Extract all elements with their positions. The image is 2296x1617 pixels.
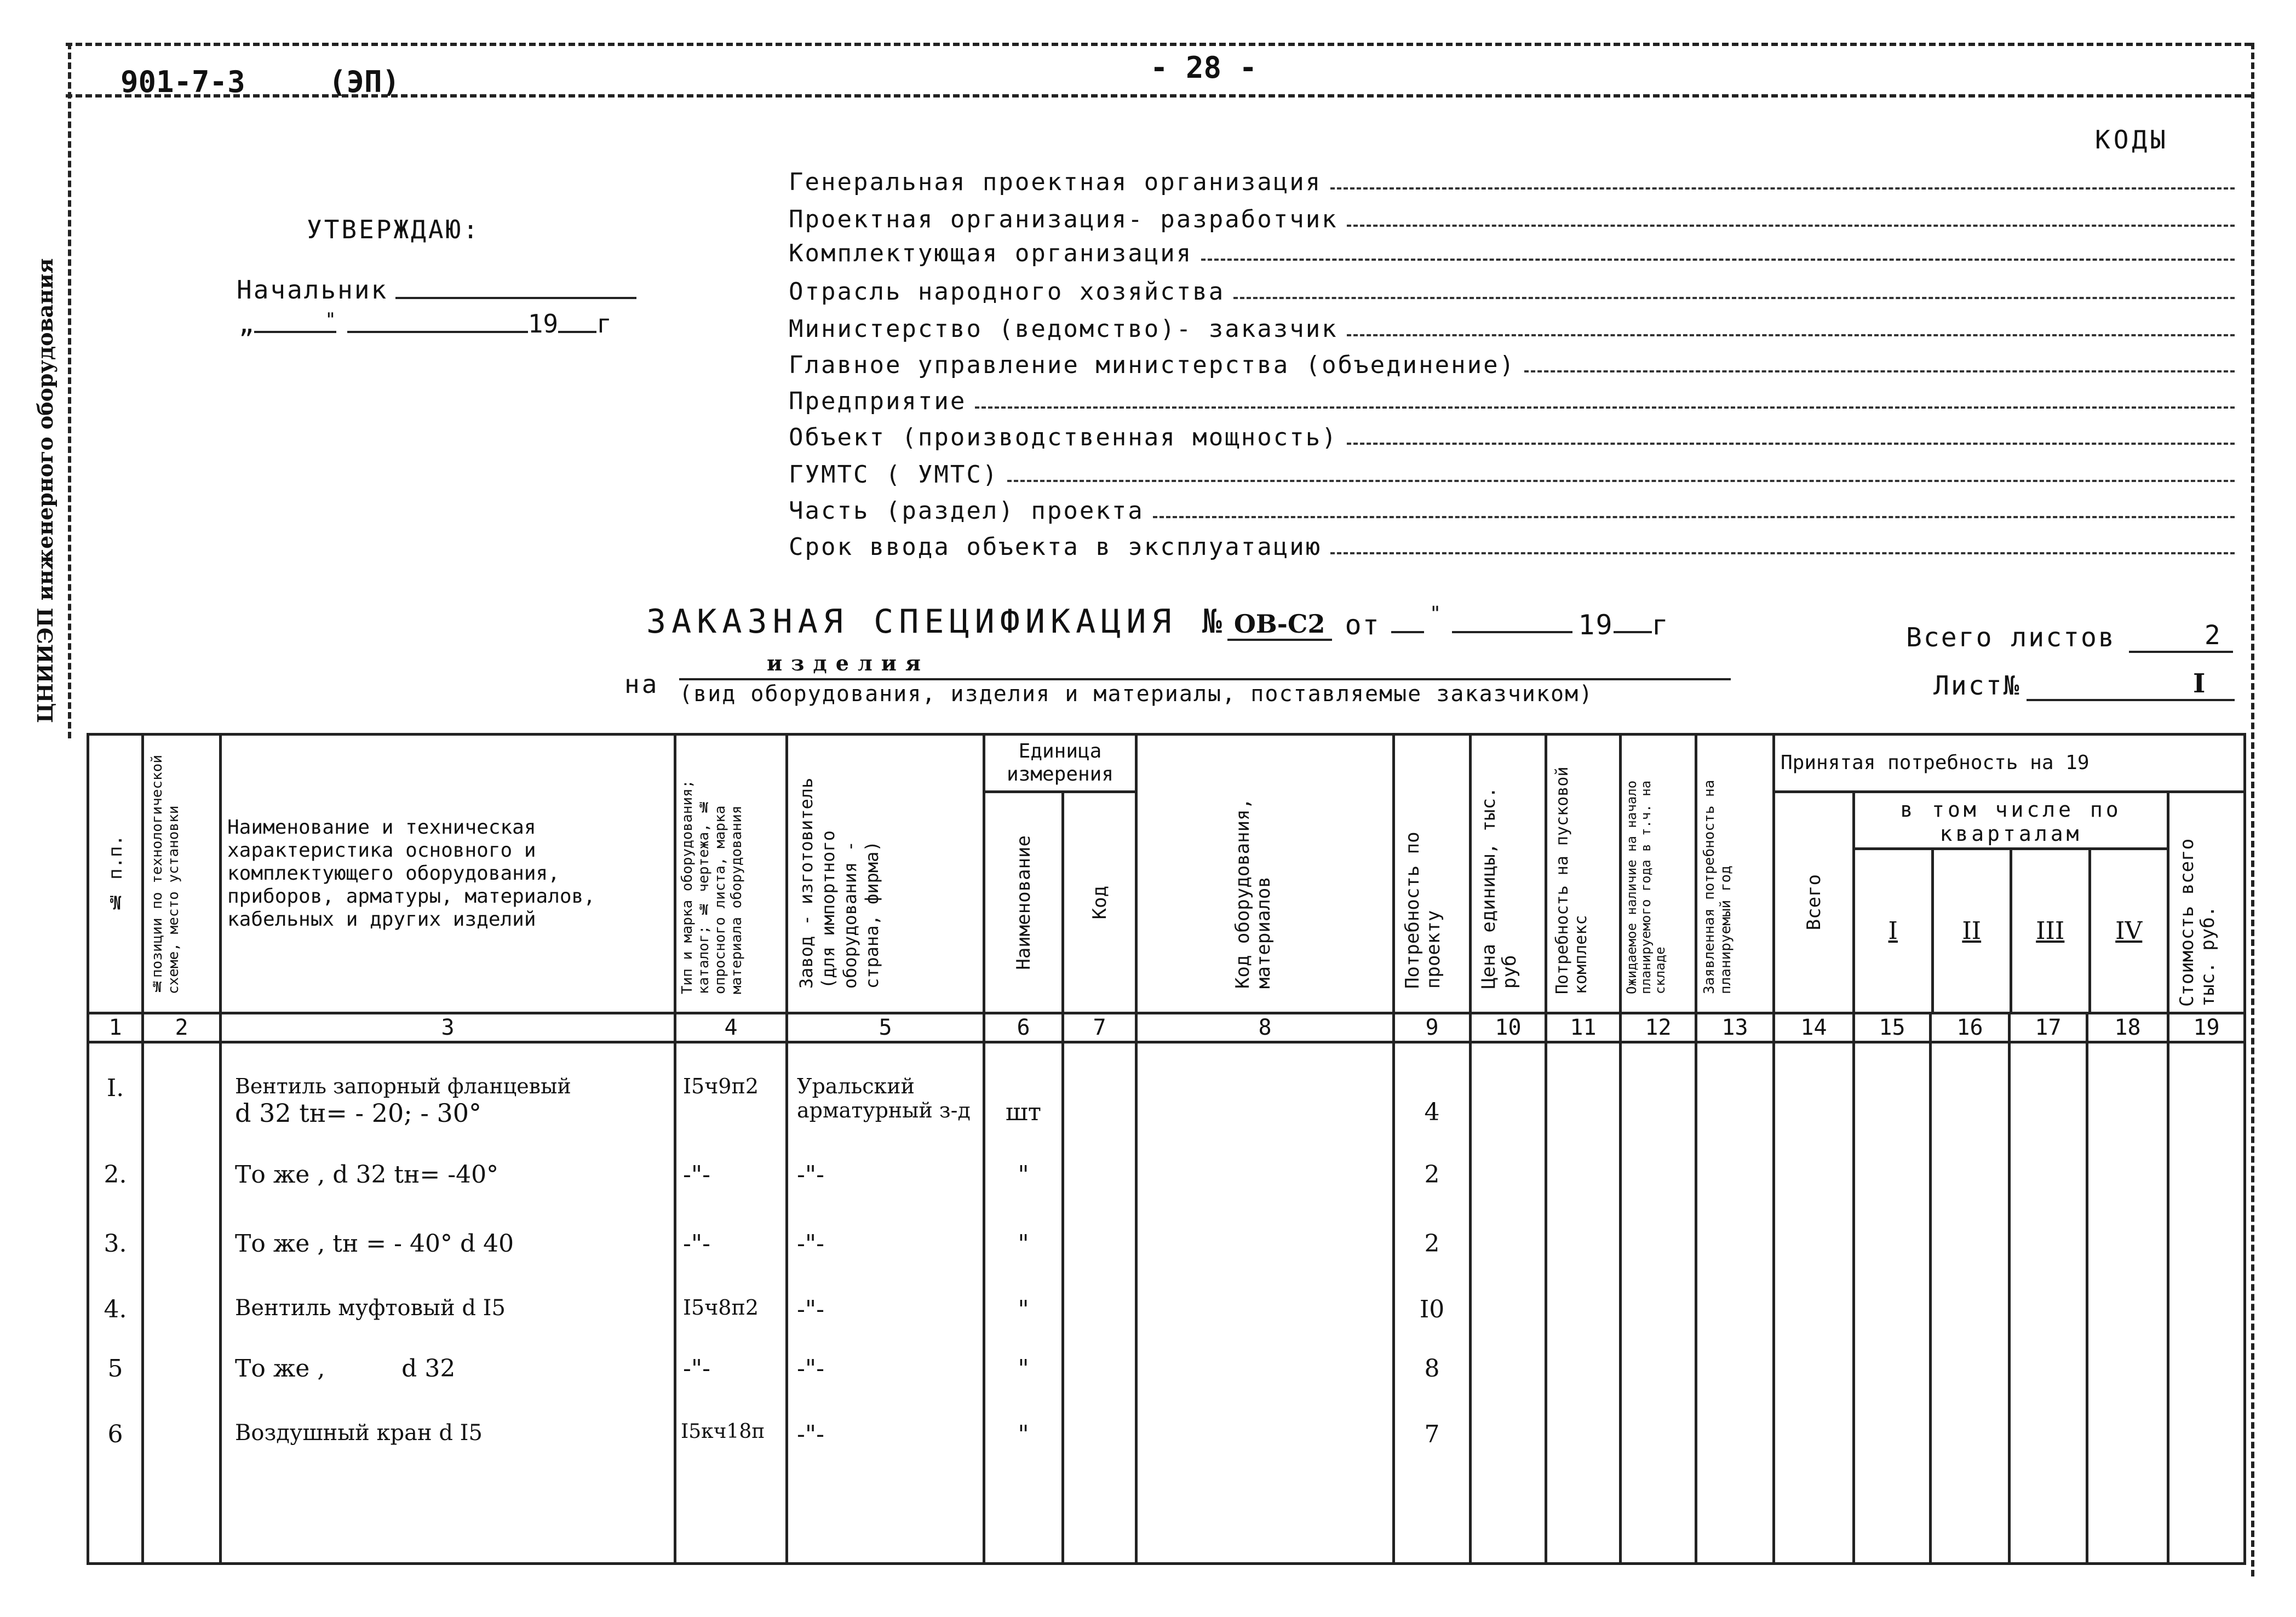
row-name bbox=[221, 1412, 675, 1564]
field-label: Главное управление министерства (объединение) bbox=[789, 351, 1516, 379]
row-maker bbox=[787, 1412, 984, 1564]
spec-year: 19 bbox=[1578, 609, 1614, 641]
col-header-10-text: Цена единицы, тыс. руб bbox=[1477, 787, 1520, 989]
row-type bbox=[675, 1412, 787, 1564]
spec-on: на bbox=[624, 669, 659, 699]
codes-label: КОДЫ bbox=[2095, 125, 2169, 154]
table-row bbox=[88, 1042, 2245, 1144]
field-label: ГУМТС ( УМТС) bbox=[789, 461, 999, 489]
col-number: 8 bbox=[1136, 1013, 1394, 1042]
month-line bbox=[347, 331, 528, 333]
row-equip-code bbox=[1136, 1213, 1394, 1282]
empty-cell bbox=[1546, 1412, 1621, 1564]
row-unit: " bbox=[984, 1282, 1063, 1344]
col-header-10 bbox=[1471, 735, 1546, 1013]
col-number: 15 bbox=[1854, 1013, 1931, 1042]
col-header-7-text: Код bbox=[1088, 885, 1111, 920]
row-position bbox=[143, 1213, 221, 1282]
field-label: Отрасль народного хозяйства bbox=[789, 278, 1225, 306]
empty-cell bbox=[2168, 1282, 2245, 1344]
empty-cell bbox=[1471, 1412, 1546, 1564]
empty-cell bbox=[2087, 1282, 2168, 1344]
row-name-line1: То же , tн = - 40° d 40 bbox=[235, 1229, 514, 1258]
empty-cell bbox=[1931, 1344, 2010, 1412]
empty-cell bbox=[1931, 1213, 2010, 1282]
empty-cell bbox=[1546, 1344, 1621, 1412]
col-number: 9 bbox=[1394, 1013, 1471, 1042]
field-blank bbox=[1330, 187, 2235, 190]
row-name-line1: То же , d 32 tн= -40° bbox=[235, 1160, 499, 1189]
empty-cell bbox=[2087, 1144, 2168, 1213]
quarter-3-label: III bbox=[2012, 850, 2091, 1012]
empty-cell bbox=[2168, 1412, 2245, 1564]
empty-cell bbox=[2087, 1042, 2168, 1144]
row-qty: 4 bbox=[1394, 1042, 1471, 1144]
field-label: Часть (раздел) проекта bbox=[789, 497, 1144, 525]
col-number: 18 bbox=[2087, 1013, 2168, 1042]
row-type bbox=[675, 1344, 787, 1412]
column-number-row bbox=[88, 1013, 2245, 1042]
col-number: 14 bbox=[1774, 1013, 1854, 1042]
empty-cell bbox=[1546, 1144, 1621, 1213]
row-type bbox=[675, 1144, 787, 1213]
empty-cell bbox=[2168, 1144, 2245, 1213]
empty-cell bbox=[2087, 1412, 2168, 1564]
volume-label: (ЭП) bbox=[329, 65, 400, 99]
empty-cell bbox=[1774, 1344, 1854, 1412]
empty-cell bbox=[2168, 1042, 2245, 1144]
row-type-text: I5кч18п bbox=[681, 1420, 765, 1443]
col-header-4-text: Тип и марка оборудования; каталог; № чертежа, № опросного листа, марка материала оборудования bbox=[679, 779, 745, 994]
field-main-directorate bbox=[789, 342, 2235, 379]
unit-group-text: Единица измерения bbox=[1006, 740, 1114, 785]
empty-cell bbox=[1854, 1042, 1931, 1144]
row-equip-code bbox=[1136, 1282, 1394, 1344]
row-name-line1: Воздушный кран d I5 bbox=[235, 1420, 483, 1446]
empty-cell bbox=[2010, 1282, 2087, 1344]
empty-cell bbox=[2010, 1144, 2087, 1213]
empty-cell bbox=[2168, 1213, 2245, 1282]
row-number: 3. bbox=[88, 1213, 143, 1282]
table-row bbox=[88, 1213, 2245, 1282]
row-position bbox=[143, 1344, 221, 1412]
row-maker bbox=[787, 1042, 984, 1144]
col-header-8 bbox=[1136, 735, 1394, 1013]
col-header-5 bbox=[787, 735, 984, 1013]
col-number: 3 bbox=[221, 1013, 675, 1042]
empty-cell bbox=[1774, 1282, 1854, 1344]
spec-year-line bbox=[1614, 631, 1652, 633]
empty-cell bbox=[1546, 1282, 1621, 1344]
total-sheets-label: Всего листов bbox=[1906, 622, 2116, 653]
field-label: Генеральная проектная организация bbox=[789, 168, 1322, 196]
row-type bbox=[675, 1282, 787, 1344]
table-row bbox=[88, 1412, 2245, 1564]
field-blank bbox=[1347, 334, 2235, 336]
col-header-13 bbox=[1696, 735, 1774, 1013]
col-number: 12 bbox=[1621, 1013, 1696, 1042]
col-number: 17 bbox=[2010, 1013, 2087, 1042]
col-header-3-text: Наименование и техническая характеристика основного и комплектующего оборудования, приборов, арматуры, материалов, кабельных и других изделий bbox=[227, 816, 595, 931]
row-maker-text: -"- bbox=[797, 1160, 824, 1189]
field-blank bbox=[1153, 516, 2235, 518]
row-name-line1: Вентиль запорный фланцевый bbox=[235, 1074, 571, 1098]
field-blank bbox=[1330, 552, 2235, 554]
spec-month-line bbox=[1452, 631, 1572, 633]
quarter-4-label: IV bbox=[2115, 917, 2143, 945]
empty-cell bbox=[1621, 1144, 1696, 1213]
row-maker bbox=[787, 1213, 984, 1282]
row-qty: 2 bbox=[1394, 1144, 1471, 1213]
approval-title: УТВЕРЖДАЮ: bbox=[307, 215, 480, 244]
empty-cell bbox=[1471, 1282, 1546, 1344]
col-header-12-text: Ожидаемое наличие на начало планируемого года в т.ч. на складе bbox=[1623, 780, 1668, 994]
field-complete-org bbox=[789, 230, 2235, 267]
row-maker-text: Уральский арматурный з-д bbox=[797, 1074, 971, 1122]
row-maker-text: -"- bbox=[797, 1295, 824, 1323]
row-maker-text: -"- bbox=[797, 1354, 824, 1383]
empty-cell bbox=[1546, 1213, 1621, 1282]
row-name bbox=[221, 1042, 675, 1144]
empty-cell bbox=[2087, 1344, 2168, 1412]
col-header-6 bbox=[984, 792, 1063, 1013]
row-name bbox=[221, 1282, 675, 1344]
empty-cell bbox=[1931, 1412, 2010, 1564]
field-gumts bbox=[789, 451, 2235, 489]
col-header-4 bbox=[675, 735, 787, 1013]
empty-cell bbox=[1931, 1282, 2010, 1344]
empty-cell bbox=[1774, 1042, 1854, 1144]
day-line bbox=[254, 309, 336, 333]
field-blank bbox=[1524, 370, 2235, 372]
empty-cell bbox=[2010, 1412, 2087, 1564]
row-qty: 7 bbox=[1394, 1412, 1471, 1564]
col-header-1-text: № п.п. bbox=[104, 834, 127, 913]
field-developer-org bbox=[789, 196, 2235, 233]
row-unit: " bbox=[984, 1412, 1063, 1564]
row-type-text: I5ч8п2 bbox=[683, 1295, 759, 1320]
empty-cell bbox=[2010, 1042, 2087, 1144]
empty-cell bbox=[1696, 1282, 1774, 1344]
row-position bbox=[143, 1282, 221, 1344]
col-header-5-text: Завод - изготовитель (для импортного оборудования - страна, фирма) bbox=[795, 777, 882, 989]
empty-cell bbox=[1854, 1344, 1931, 1412]
table-row bbox=[88, 1282, 2245, 1344]
empty-cell bbox=[1471, 1213, 1546, 1282]
row-number: 2. bbox=[88, 1144, 143, 1213]
quarter-group-label: в том числе по кварталам bbox=[1855, 793, 2167, 850]
spec-quote: " bbox=[1429, 603, 1447, 625]
col-header-19 bbox=[2168, 792, 2245, 1013]
col-header-accepted-group bbox=[1774, 735, 2245, 792]
empty-cell bbox=[1696, 1412, 1774, 1564]
empty-cell bbox=[1854, 1282, 1931, 1344]
empty-cell bbox=[1696, 1213, 1774, 1282]
row-number: I. bbox=[88, 1042, 143, 1144]
row-name-line2: d 32 tн= - 20; - 30° bbox=[235, 1098, 482, 1128]
chief-label: Начальник bbox=[237, 275, 388, 305]
table-bottom-border bbox=[88, 1564, 2245, 1566]
empty-cell bbox=[1931, 1042, 2010, 1144]
row-unit: шт bbox=[984, 1042, 1063, 1144]
empty-cell bbox=[1774, 1144, 1854, 1213]
row-equip-code bbox=[1136, 1144, 1394, 1213]
sheet-value: I bbox=[2027, 668, 2235, 701]
row-name-line1: То же , d 32 bbox=[235, 1354, 456, 1383]
col-number: 16 bbox=[1931, 1013, 2010, 1042]
spec-subject-caption: (вид оборудования, изделия и материалы, поставляемые заказчиком) bbox=[679, 681, 1594, 707]
table-row bbox=[88, 1344, 2245, 1412]
row-maker bbox=[787, 1282, 984, 1344]
empty-cell bbox=[2168, 1344, 2245, 1412]
field-blank bbox=[975, 406, 2235, 409]
spec-title: ЗАКАЗНАЯ СПЕЦИФИКАЦИЯ № bbox=[646, 603, 1227, 641]
col-header-14 bbox=[1774, 792, 1854, 1013]
col-header-13-text: Заявленная потребность на планируемый год bbox=[1701, 779, 1734, 994]
right-border bbox=[2251, 43, 2254, 1576]
row-name bbox=[221, 1344, 675, 1412]
empty-cell bbox=[1931, 1144, 2010, 1213]
top-border bbox=[66, 43, 2251, 46]
total-sheets-value: 2 bbox=[2129, 620, 2233, 653]
empty-cell bbox=[1696, 1042, 1774, 1144]
row-position bbox=[143, 1412, 221, 1564]
empty-cell bbox=[1621, 1282, 1696, 1344]
row-qty: 2 bbox=[1394, 1213, 1471, 1282]
row-unit: " bbox=[984, 1213, 1063, 1282]
col-header-11-text: Потребность на пусковой комплекс bbox=[1552, 766, 1591, 994]
field-blank bbox=[1347, 443, 2235, 445]
row-position bbox=[143, 1042, 221, 1144]
spec-number: ОВ-С2 bbox=[1227, 609, 1332, 641]
spec-subject-line bbox=[679, 678, 1731, 680]
field-general-org bbox=[789, 159, 2235, 196]
row-maker bbox=[787, 1344, 984, 1412]
spec-year-suffix: г bbox=[1651, 609, 1674, 641]
col-header-14-text: Всего bbox=[1803, 874, 1825, 931]
empty-cell bbox=[1854, 1213, 1931, 1282]
col-header-1 bbox=[88, 735, 143, 1013]
col-header-6-text: Наименование bbox=[1012, 835, 1035, 970]
row-unit-code bbox=[1063, 1344, 1136, 1412]
field-ministry bbox=[789, 306, 2235, 343]
row-unit-code bbox=[1063, 1282, 1136, 1344]
empty-cell bbox=[1621, 1042, 1696, 1144]
field-label: Министерство (ведомство)- заказчик bbox=[789, 315, 1338, 343]
col-header-2 bbox=[143, 735, 221, 1013]
spec-title-line bbox=[646, 603, 1674, 641]
empty-cell bbox=[1774, 1412, 1854, 1564]
spec-day-line bbox=[1391, 631, 1424, 633]
field-object bbox=[789, 414, 2235, 451]
col-header-unit-group bbox=[984, 735, 1136, 792]
table-row bbox=[88, 1144, 2245, 1213]
row-unit: " bbox=[984, 1144, 1063, 1213]
left-border bbox=[68, 43, 71, 738]
empty-cell bbox=[1774, 1213, 1854, 1282]
chief-signature-line bbox=[395, 297, 636, 299]
empty-cell bbox=[1854, 1144, 1931, 1213]
col-header-12 bbox=[1621, 735, 1696, 1013]
row-number: 6 bbox=[88, 1412, 143, 1564]
field-blank bbox=[1007, 480, 2235, 482]
row-maker-text: -"- bbox=[797, 1229, 824, 1258]
field-blank bbox=[1201, 259, 2235, 261]
col-header-2-text: №позиции по технологической схеме, место установки bbox=[148, 755, 182, 994]
col-header-9-text: Потребность по проекту bbox=[1401, 832, 1444, 989]
row-qty: I0 bbox=[1394, 1282, 1471, 1344]
field-industry bbox=[789, 268, 2235, 306]
col-number: 2 bbox=[143, 1013, 221, 1042]
col-number: 19 bbox=[2168, 1013, 2245, 1042]
row-unit-code bbox=[1063, 1213, 1136, 1282]
row-unit-code bbox=[1063, 1042, 1136, 1144]
row-type bbox=[675, 1042, 787, 1144]
date-close-quote: " bbox=[325, 309, 336, 331]
empty-cell bbox=[1471, 1042, 1546, 1144]
empty-cell bbox=[1696, 1144, 1774, 1213]
field-label: Проектная организация- разработчик bbox=[789, 205, 1338, 233]
spec-from: от bbox=[1345, 609, 1380, 641]
row-type-text: -"- bbox=[683, 1354, 710, 1383]
page-number: - 28 - bbox=[1150, 50, 1258, 85]
col-header-7 bbox=[1063, 792, 1136, 1013]
col-header-8-text: Код оборудования, материалов bbox=[1231, 798, 1275, 989]
row-number: 4. bbox=[88, 1282, 143, 1344]
sheet-number bbox=[1933, 668, 2235, 701]
year-line bbox=[558, 331, 596, 333]
series-number: 901-7-3 bbox=[120, 65, 245, 99]
row-qty: 8 bbox=[1394, 1344, 1471, 1412]
col-number: 10 bbox=[1471, 1013, 1546, 1042]
row-maker bbox=[787, 1144, 984, 1213]
col-number: 1 bbox=[88, 1013, 143, 1042]
col-header-11 bbox=[1546, 735, 1621, 1013]
sheet-label: Лист№ bbox=[1933, 670, 2021, 701]
row-unit: " bbox=[984, 1344, 1063, 1412]
field-label: Объект (производственная мощность) bbox=[789, 423, 1338, 451]
col-number: 7 bbox=[1063, 1013, 1136, 1042]
empty-cell bbox=[1471, 1344, 1546, 1412]
empty-cell bbox=[1621, 1213, 1696, 1282]
row-type-text: -"- bbox=[683, 1229, 710, 1258]
col-header-19-text: Стоимость всего тыс. руб. bbox=[2176, 838, 2219, 1007]
row-type-text: -"- bbox=[683, 1160, 710, 1189]
field-label: Комплектующая организация bbox=[789, 239, 1193, 267]
empty-cell bbox=[1621, 1412, 1696, 1564]
row-maker-text: -"- bbox=[797, 1420, 824, 1448]
empty-cell bbox=[1546, 1042, 1621, 1144]
field-label: Срок ввода объекта в эксплуатацию bbox=[789, 533, 1322, 561]
col-number: 4 bbox=[675, 1013, 787, 1042]
field-blank bbox=[1233, 297, 2235, 299]
col-number: 13 bbox=[1696, 1013, 1774, 1042]
specification-table bbox=[87, 733, 2246, 1565]
quarter-group bbox=[1854, 792, 2168, 1013]
date-open-quote: „ bbox=[239, 309, 254, 339]
row-name bbox=[221, 1144, 675, 1213]
row-equip-code bbox=[1136, 1344, 1394, 1412]
row-type bbox=[675, 1213, 787, 1282]
row-equip-code bbox=[1136, 1042, 1394, 1144]
field-blank bbox=[1347, 225, 2235, 227]
row-name-line1: Вентиль муфтовый d I5 bbox=[235, 1295, 506, 1321]
col-number: 5 bbox=[787, 1013, 984, 1042]
empty-cell bbox=[1471, 1144, 1546, 1213]
row-number: 5 bbox=[88, 1344, 143, 1412]
col-header-3 bbox=[221, 735, 675, 1013]
approval-chief bbox=[237, 275, 636, 305]
col-header-9 bbox=[1394, 735, 1471, 1013]
approval-year: 19 bbox=[527, 309, 559, 339]
spec-subject: изделия bbox=[767, 651, 929, 675]
row-equip-code bbox=[1136, 1412, 1394, 1564]
bottom-border-cell bbox=[88, 1564, 2245, 1566]
field-enterprise bbox=[789, 378, 2235, 415]
empty-cell bbox=[2010, 1213, 2087, 1282]
empty-cell bbox=[2087, 1213, 2168, 1282]
row-position bbox=[143, 1144, 221, 1213]
year-suffix: г bbox=[596, 309, 612, 339]
row-name bbox=[221, 1213, 675, 1282]
field-project-part bbox=[789, 488, 2235, 525]
quarter-1-label: I bbox=[1855, 850, 1934, 1012]
row-unit-code bbox=[1063, 1412, 1136, 1564]
field-commission-date bbox=[789, 524, 2235, 561]
accepted-group-text: Принятая потребность на 19 bbox=[1781, 752, 2090, 774]
col-number: 11 bbox=[1546, 1013, 1621, 1042]
empty-cell bbox=[1854, 1412, 1931, 1564]
col-number: 6 bbox=[984, 1013, 1063, 1042]
empty-cell bbox=[1696, 1344, 1774, 1412]
empty-cell bbox=[1621, 1344, 1696, 1412]
approval-date bbox=[239, 309, 612, 339]
total-sheets bbox=[1906, 620, 2233, 653]
row-type-text: I5ч9п2 bbox=[683, 1074, 759, 1098]
field-label: Предприятие bbox=[789, 387, 967, 415]
sidebar-stamp: ЦНИИЭП инженерного оборудования bbox=[33, 258, 58, 723]
row-unit-code bbox=[1063, 1144, 1136, 1213]
quarter-2-label: II bbox=[1934, 850, 2013, 1012]
empty-cell bbox=[2010, 1344, 2087, 1412]
